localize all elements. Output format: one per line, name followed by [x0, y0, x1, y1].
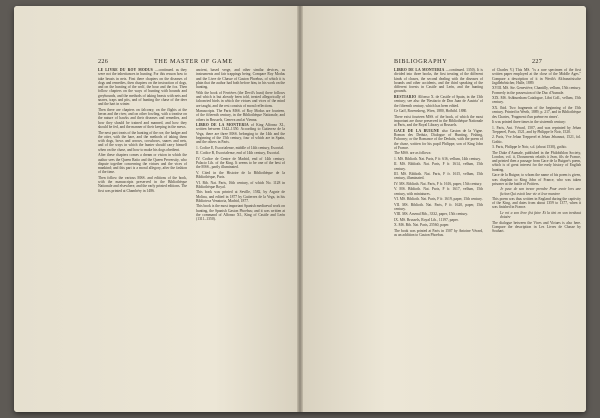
entry-text: Je peuc de son tresor prendre Pour avoir lors une fiction Qui estoit leur vie et leur maniere	[500, 187, 581, 196]
entry-text: The MSS. are as follows:	[394, 151, 432, 156]
text-paragraph	[492, 135, 581, 144]
entry-text: also Gaston de la Vigne. Roman des Deduiz, Dialogue of Hunting, Fishing, Falconry; or the Romance of the Deduits, with the poem of the chase, written for his pupil Philippe, son of King John of France.	[394, 128, 483, 150]
text-paragraph	[492, 221, 581, 234]
text-paragraph	[492, 86, 581, 95]
text-paragraph	[196, 146, 285, 150]
entry-text: The book was printed at Paris in 1507 by Antoine Vérard, as an addition to Gaston Phoebus.	[394, 228, 483, 238]
text-paragraph	[394, 172, 483, 181]
entry-text: Then follow the various MSS. and editions of the book, with the manuscripts preserved in the Bibliothèque Nationale and elsewhere, and the early printed editions. The first was printed at Chambéry in 1486.	[98, 175, 187, 193]
text-paragraph	[394, 162, 483, 171]
entry-text: VI. Bib. Nat. Paris, 16th century, of which No. 1128 in Bibliothèque Royal.	[196, 180, 285, 189]
entry-text: The dialogue between the Vices and Virtues is also here. Compare the description in Les Livres de Chasse by Souhart.	[492, 220, 581, 234]
entry-text: Le roi a son livre fist faire Et la tint en son treshaut doiaire	[500, 210, 581, 220]
entry-text: Then there are chapters on falconry, on the flights at the heron and the river, and on other fowling, with a treatise on the nature of hawks and their diseases and remedies, and how they should be trained and manned, and how they should be fed, and the manner of their keeping in the mews.	[98, 107, 187, 130]
entry-text: IX. MS. Brussels, Royal Lib., 11197, paper.	[394, 217, 459, 222]
entry-text: of Charles V.) This MS. "is a rare specimen of the first written paper employed at the close of the Middle Ages." Compare a description of it in Werth's Altfranzösische Jagdlehrbücher, Halle, 1889.	[492, 68, 581, 85]
entry-text: —continued. 1350). It is divided into three books, the first treating of the different kinds of chases, the second dealing with the diseases of hounds and other accidents, and the third speaking of the different forests in Castile and León, and the hunting grounds.	[394, 68, 483, 94]
entry-text: VII. MS. Biblioth. Nat. Paris, F fr. 1620, paper, 15th century.	[394, 202, 483, 211]
entry-text: 3. Paris, Philippe le Noir, s.d. (about 1530), gothic.	[492, 145, 568, 150]
right-running-title: BIBLIOGRAPHY	[394, 58, 448, 65]
left-running-title: THE MASTER OF GAME	[154, 58, 233, 65]
entry-text: XIX. MS. Ashburnham Catalogue, Libri Coll., vellum, 15th century.	[492, 96, 581, 105]
text-paragraph	[492, 126, 581, 135]
text-paragraph	[492, 151, 581, 172]
book-gutter	[297, 6, 303, 412]
text-paragraph	[196, 157, 285, 170]
entry-heading: GACE DE LA BUIGNE	[394, 128, 442, 133]
text-paragraph	[196, 109, 285, 122]
text-paragraph	[394, 203, 483, 212]
text-paragraph	[196, 181, 285, 190]
entry-text: With the book of Ferrières (the Devil's hunt) there follows and which is but already been told, treated allegorically of falconried birds in which the virtues and vices of the mind are taught, and the rest consists of moral reflections.	[196, 90, 285, 108]
text-paragraph	[394, 95, 483, 108]
text-paragraph	[196, 151, 285, 155]
text-paragraph	[394, 197, 483, 201]
entry-text: 1. MS. Biblioth. Nat. Paris, F fr. 616, vellum, 14th century.	[394, 156, 481, 161]
text-paragraph	[98, 131, 187, 152]
text-paragraph	[394, 115, 483, 128]
entry-text: Gace de la Buigne, to whom the name of his poem is given, was chaplain to King John of France, who was taken prisoner at the battle of Poitiers.	[492, 173, 581, 186]
entry-heading: BESTIARIO	[394, 94, 418, 99]
text-paragraph	[98, 68, 187, 107]
entry-text: XX. Ibid. Two fragments of the beginning of the 15th century. Printed in Werth, 1889, p. 217, and in Bibliothèque des Chartes, 'Fragment d'un poème en rimes'.	[492, 105, 581, 119]
left-column-1	[98, 68, 187, 194]
entry-text: Alfonso X. de Castile of Spain, in the 13th century; see also the 'Bestiario de Don Juan de Austria' of the fifteenth century, which has been edited.	[394, 94, 483, 108]
text-paragraph	[492, 120, 581, 124]
left-page	[14, 6, 300, 412]
text-paragraph	[196, 68, 285, 89]
entry-text: of King Alfonso XI., written between 1342–1350. According to Gutierrez de la Vega, there are three MSS. belonging to the 14th and the beginning of the 15th century, four of which are in Spain, and the others in Paris.	[196, 123, 286, 145]
entry-text: It was printed three times in the sixteenth century:	[492, 120, 566, 125]
text-paragraph	[394, 212, 483, 216]
right-column-2	[492, 68, 581, 235]
left-column-2	[196, 68, 285, 223]
entry-heading: LIBRO DE LA MONTERIA	[196, 123, 251, 128]
left-page-number: 226	[98, 58, 109, 65]
entry-text: The next part treats of the hunting of the roe, the badger and the otter, with the hare, and the methods of taking them with dogs, bows and arrows, crossbows, snares and nets, and of the ways in which the hunter should carry himself when on the chase, and how to make his dogs obedient.	[98, 130, 187, 152]
entry-text: V. Cited in the Histoire de la Bibliothèque de la Bibliothèque, Paris.	[196, 170, 285, 180]
right-page	[300, 6, 586, 412]
entry-text: Ce Gaff, Ravensberg, Wien, 1880, Hofbibl. 1880.	[394, 109, 468, 114]
entry-text: The Duke d'Aumale, published in the Philobiblon Society, London, vol. ii, Documents relatifs à Jean, fils de France, and printed then a passage from Gace de la Buigne's poem, which is of great interest for the early history of English hunting.	[492, 150, 581, 172]
text-paragraph	[492, 197, 581, 210]
entry-text: IV. MS. Biblioth. Nat. Paris, F fr. 1616, paper, 15th century.	[394, 181, 483, 186]
entry-text: II. Codice B, Escorialense, end of 14th century, Escorial.	[196, 151, 280, 156]
text-paragraph	[492, 187, 581, 196]
text-paragraph	[394, 229, 483, 238]
text-paragraph	[394, 129, 483, 150]
text-paragraph	[492, 173, 581, 186]
text-paragraph	[492, 145, 581, 149]
text-paragraph	[98, 153, 187, 174]
text-paragraph	[394, 151, 483, 155]
text-paragraph	[196, 204, 285, 221]
text-paragraph	[394, 218, 483, 222]
entry-text: VI. MS. Biblioth. Nat. Paris, F fr. 1619, paper, 15th century.	[394, 197, 483, 202]
entry-text: ancient, based verge, and other similar devices, as instruments and fair trappings being. Compare Roy Modus and the Livre de Chasse of Gaston Phoebus, of which it is plain that the author had both before him, in his work on the hunting.	[196, 68, 285, 90]
text-paragraph	[196, 171, 285, 180]
entry-text: There exist fourteen MSS. of the book, of which the most important are those preserved in the Bibliothèque Nationale at Paris, and the Royal Library at Brussels.	[394, 114, 483, 128]
text-paragraph	[196, 190, 285, 203]
entry-text: Manuscripts. The Paris MSS. of Roy Modus are fourteen, of the fifteenth century, in the Bibliothèque Nationale, and others in Brussels, Geneva and at Vienna.	[196, 109, 285, 122]
entry-text: X. MS. Bib. Nat. Paris, 25560, paper.	[394, 223, 450, 228]
entry-text: II. MS. Biblioth. Nat. Paris, F fr. 1614, vellum, 15th century.	[394, 162, 483, 171]
entry-text: III. MS. Biblioth. Nat. Paris, F fr. 1615, vellum, 15th century, illuminated.	[394, 172, 483, 181]
text-paragraph	[196, 91, 285, 108]
text-paragraph	[394, 187, 483, 196]
text-paragraph	[492, 106, 581, 119]
text-paragraph	[394, 223, 483, 227]
entry-text: VIII. MS. Arsenal Bib., 3332, paper, 15th century.	[394, 212, 468, 217]
entry-text: XVIII. MS. Ste. Geneviève, Chantilly, vellum, 15th century. Formerly in the possession of the Duc d'Aumale.	[492, 86, 581, 95]
right-page-number: 227	[532, 58, 543, 65]
entry-text: 2. Paris, Vve Jehan Trepperel et Jehan Jehannot, 1521, fol. Gothic.	[492, 135, 581, 144]
entry-text: After these chapters comes a dream or vision in which the author sees the Queen Ratio and the Queen Perversity, who dispute together concerning the virtues and the vices of mankind; and this part is a moral allegory, after the fashion of the time.	[98, 153, 187, 175]
text-paragraph	[492, 96, 581, 105]
text-paragraph	[196, 123, 285, 144]
entry-heading: LE LIVRE DU ROY MODUS	[98, 68, 155, 72]
entry-text: IV. Codice de Centre de Madrid, end of 14th century. Palacio Lib. of the King. It seems to be one of the best of the MSS., partly illuminated.	[196, 156, 285, 170]
text-paragraph	[98, 108, 187, 129]
entry-text: This poem was thus written in England during the captivity of the King, and dates from about 1359 to 1377, when it was finished in France.	[492, 196, 581, 210]
entry-text: V. MS. Biblioth. Nat. Paris, F fr. 1617, vellum, 15th century, with miniatures.	[394, 187, 483, 196]
text-paragraph	[394, 68, 483, 94]
entry-text: This book was printed at Seville, 1582, by Argote de Molina, and edited in 1877 by Gutierrez de la Vega, in his Biblioteca Venatoria, Madrid, 1877.	[196, 190, 285, 203]
right-column-1	[394, 68, 483, 239]
text-paragraph	[98, 176, 187, 193]
open-book	[14, 6, 586, 412]
entry-text: 1. Codice E, Escorialense, middle of 14th century, Escorial.	[196, 145, 284, 150]
text-paragraph	[492, 68, 581, 85]
text-paragraph	[394, 182, 483, 186]
text-paragraph	[492, 211, 581, 220]
text-paragraph	[394, 157, 483, 161]
text-paragraph	[394, 109, 483, 113]
entry-text: —continued. as they were not the inheritances in hunting. For this reason how to take beasts in nets. First there chapters on the diseases of dogs and remedies, then chapters on the instruction of dogs, and on the hunting of the wolf, the boar and the fox. Then follow chapters on the ways of hunting with hounds and greyhounds, and the methods of taking beasts with nets and snares, traps and pits, and of hunting the chase of the deer and the hart in winter.	[98, 68, 187, 107]
entry-heading: LIBRO DE LA MONTERIA	[394, 68, 446, 72]
entry-text: This book is the most important Spanish mediaeval work on hunting, the Spanish Gaston Phoebus; and it was written at the command of Alfonso XI., King of Castile and León (1311–1350).	[196, 204, 285, 222]
entry-text: 1. Paris, Ant. Vérard, 1507, and was reprinted by Jehan Trepperel, Paris, 1521, and by Philippe le Noir, 1520.	[492, 125, 581, 134]
